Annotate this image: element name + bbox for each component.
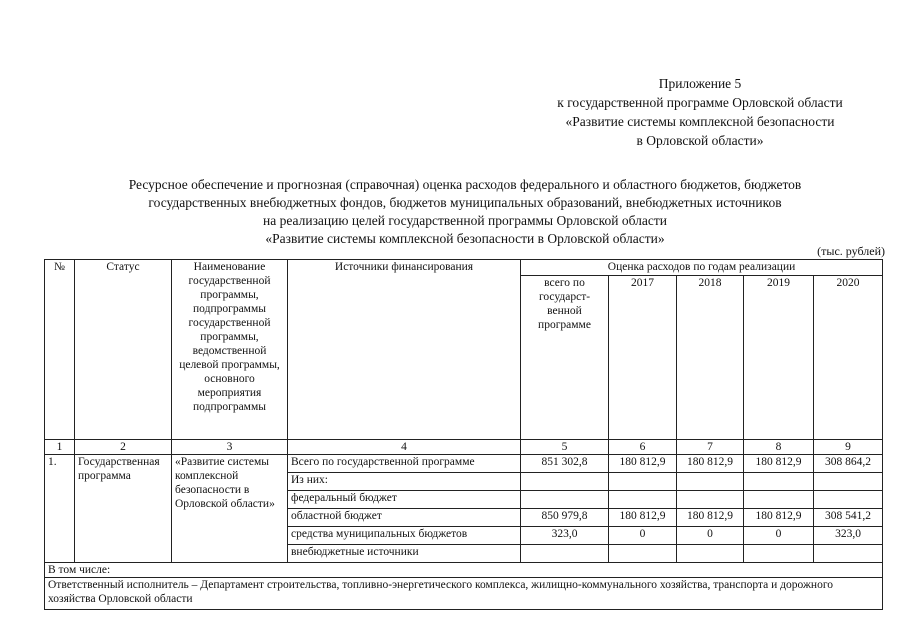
- total-cell: [521, 491, 609, 509]
- value-2020-cell: 323,0: [814, 527, 883, 545]
- appendix-line-2: к государственной программе Орловской области: [557, 95, 843, 110]
- program-number: 1.: [45, 455, 75, 563]
- header-total: всего по государст-венной программе: [521, 276, 609, 440]
- header-2017: 2017: [609, 276, 677, 440]
- value-2017-cell: 180 812,9: [609, 509, 677, 527]
- value-2019-cell: [744, 473, 814, 491]
- source-cell: Из них:: [288, 473, 521, 491]
- value-2020-cell: [814, 545, 883, 563]
- value-2020-cell: 308 864,2: [814, 455, 883, 473]
- value-2018-cell: [677, 545, 744, 563]
- appendix-header: [490, 74, 905, 150]
- value-2018-cell: 180 812,9: [677, 455, 744, 473]
- col-number: 9: [814, 440, 883, 455]
- total-cell: 850 979,8: [521, 509, 609, 527]
- col-number: 8: [744, 440, 814, 455]
- including-label: В том числе:: [45, 563, 883, 578]
- value-2018-cell: 0: [677, 527, 744, 545]
- table-row: [45, 455, 883, 473]
- col-number: 3: [172, 440, 288, 455]
- col-number: 6: [609, 440, 677, 455]
- col-number: 1: [45, 440, 75, 455]
- header-status: Статус: [75, 260, 172, 440]
- header-sources: Источники финансирования: [288, 260, 521, 440]
- header-row-1: [45, 260, 883, 276]
- total-cell: [521, 473, 609, 491]
- header-2019: 2019: [744, 276, 814, 440]
- total-cell: 851 302,8: [521, 455, 609, 473]
- title-line-3: на реализацию целей государственной программы Орловской области: [263, 213, 667, 228]
- value-2019-cell: 180 812,9: [744, 509, 814, 527]
- value-2017-cell: 0: [609, 527, 677, 545]
- value-2020-cell: [814, 491, 883, 509]
- value-2019-cell: 180 812,9: [744, 455, 814, 473]
- value-2020-cell: 308 541,2: [814, 509, 883, 527]
- value-2017-cell: [609, 545, 677, 563]
- value-2019-cell: 0: [744, 527, 814, 545]
- header-estimate: Оценка расходов по годам реализации: [521, 260, 883, 276]
- col-number: 5: [521, 440, 609, 455]
- value-2019-cell: [744, 545, 814, 563]
- title-line-4: «Развитие системы комплексной безопасности в Орловской области»: [265, 231, 665, 246]
- program-status: Государственная программа: [75, 455, 172, 563]
- value-2017-cell: [609, 473, 677, 491]
- value-2018-cell: [677, 473, 744, 491]
- appendix-line-1: Приложение 5: [658, 76, 742, 91]
- responsible-executor: Ответственный исполнитель – Департамент строительства, топливно-энергетического комплекса, жилищно-коммунального хозяйства, транспорта и дорожного хозяйства Орловской области: [45, 578, 883, 610]
- value-2020-cell: [814, 473, 883, 491]
- appendix-line-4: в Орловской области»: [636, 133, 764, 148]
- col-number: 2: [75, 440, 172, 455]
- value-2019-cell: [744, 491, 814, 509]
- col-number: 4: [288, 440, 521, 455]
- title-line-1: Ресурсное обеспечение и прогнозная (справочная) оценка расходов федерального и областного бюджетов, бюджетов: [128, 177, 802, 192]
- source-cell: внебюджетные источники: [288, 545, 521, 563]
- source-cell: Всего по государственной программе: [288, 455, 521, 473]
- value-2018-cell: [677, 491, 744, 509]
- including-row: [45, 563, 883, 578]
- source-cell: областной бюджет: [288, 509, 521, 527]
- responsible-row: [45, 578, 883, 610]
- title-line-2: государственных внебюджетных фондов, бюджетов муниципальных образований, внебюджетных источников: [148, 195, 782, 210]
- col-number: 7: [677, 440, 744, 455]
- total-cell: [521, 545, 609, 563]
- appendix-line-3: «Развитие системы комплексной безопасности: [565, 114, 835, 129]
- value-2018-cell: 180 812,9: [677, 509, 744, 527]
- units-label: (тыс. рублей): [817, 244, 885, 258]
- value-2017-cell: [609, 491, 677, 509]
- header-name: Наименование государственной программы, подпрограммы государственной программы, ведомственной целевой программы, основного мероприятия подпрограммы: [172, 260, 288, 440]
- header-2018: 2018: [677, 276, 744, 440]
- source-cell: федеральный бюджет: [288, 491, 521, 509]
- header-2020: 2020: [814, 276, 883, 440]
- document-title: [40, 176, 890, 248]
- program-name: «Развитие системы комплексной безопасности в Орловской области»: [172, 455, 288, 563]
- source-cell: средства муниципальных бюджетов: [288, 527, 521, 545]
- header-num: №: [45, 260, 75, 440]
- column-number-row: [45, 440, 883, 455]
- resource-table: [44, 259, 883, 610]
- value-2017-cell: 180 812,9: [609, 455, 677, 473]
- total-cell: 323,0: [521, 527, 609, 545]
